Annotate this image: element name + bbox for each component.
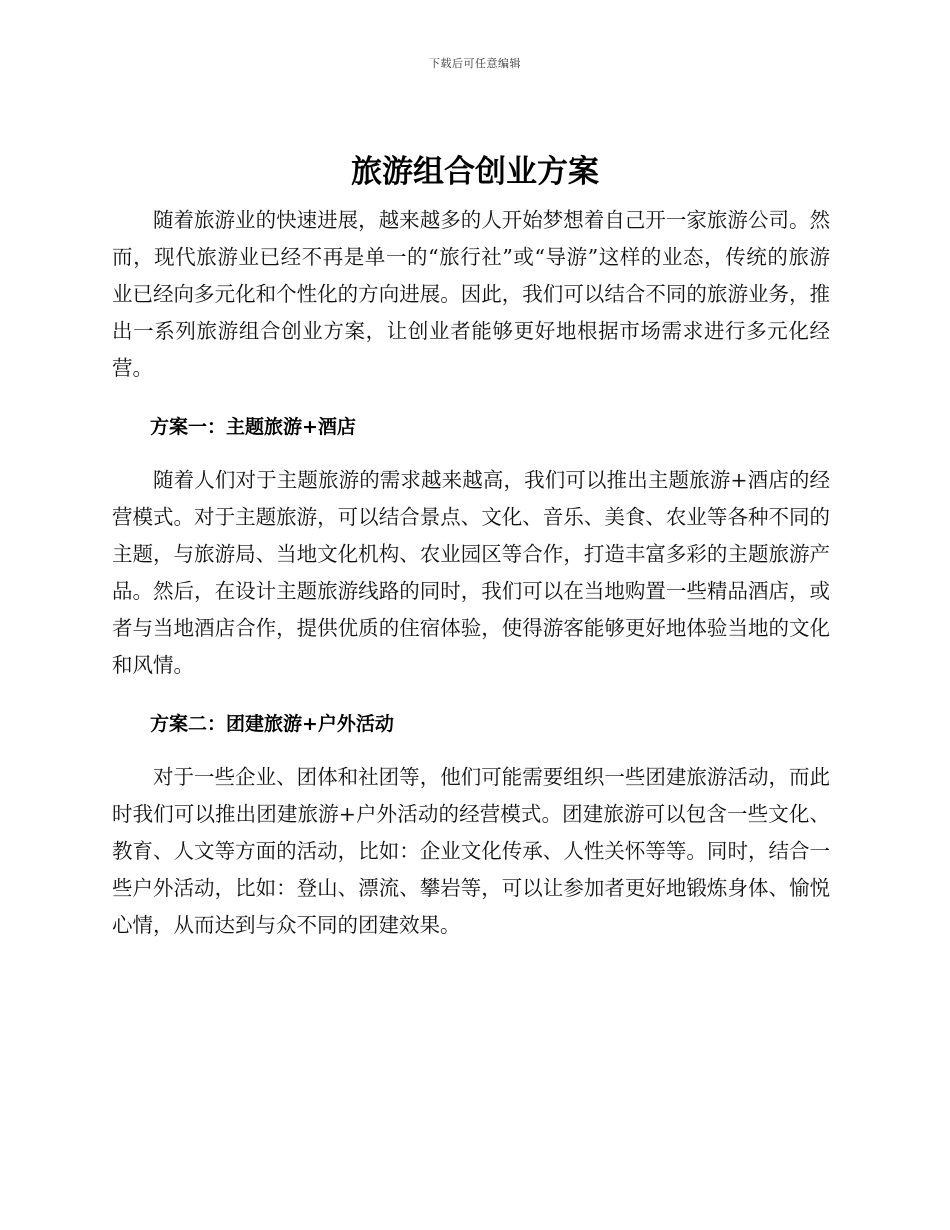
running-header: 下载后可任意编辑: [429, 57, 521, 70]
intro-paragraph: 随着旅游业的快速进展，越来越多的人开始梦想着自己开一家旅游公司。然而，现代旅游业已经不再是单一的“旅行社”或“导游”这样的业态，传统的旅游业已经向多元化和个性化的方向进展。因此，我们可以结合不同的旅游业务，推出一系列旅游组合创业方案，让创业者能够更好地根据市场需求进行多元化经营。: [112, 208, 830, 380]
section-heading-plan-one: 方案一：主题旅游+酒店: [150, 416, 356, 438]
document-title: 旅游组合创业方案: [351, 154, 599, 190]
document-body: [112, 202, 830, 944]
section-heading-plan-two: 方案二：团建旅游+户外活动: [150, 713, 394, 735]
section-body-plan-one: 随着人们对于主题旅游的需求越来越高，我们可以推出主题旅游+酒店的经营模式。对于主题旅游，可以结合景点、文化、音乐、美食、农业等各种不同的主题，与旅游局、当地文化机构、农业园区等合作，打造丰富多彩的主题旅游产品。然后，在设计主题旅游线路的同时，我们可以在当地购置一些精品酒店，或者与当地酒店合作，提供优质的住宿体验，使得游客能够更好地体验当地的文化和风情。: [112, 468, 830, 677]
section-body-plan-two: 对于一些企业、团体和社团等，他们可能需要组织一些团建旅游活动，而此时我们可以推出团建旅游+户外活动的经营模式。团建旅游可以包含一些文化、教育、人文等方面的活动，比如：企业文化传承、人性关怀等等。同时，结合一些户外活动，比如：登山、漂流、攀岩等，可以让参加者更好地锻炼身体、愉悦心情，从而达到与众不同的团建效果。: [112, 765, 830, 937]
